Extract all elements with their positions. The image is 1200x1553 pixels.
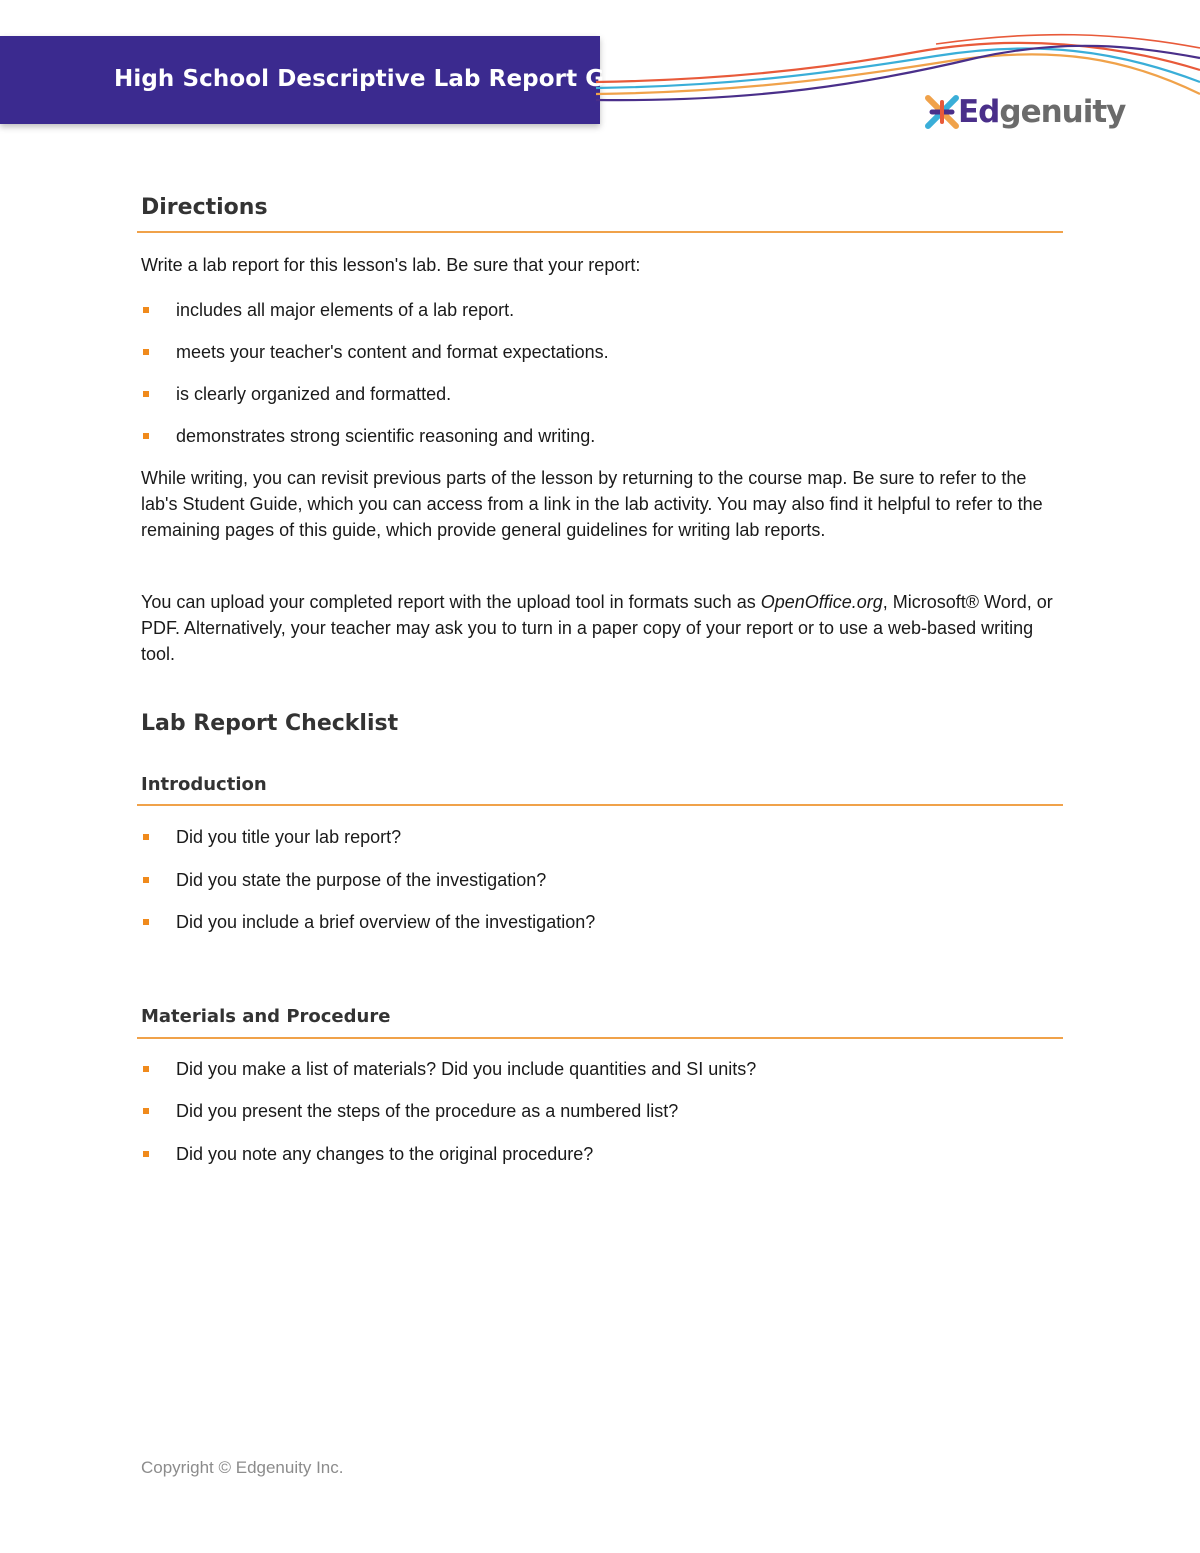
bullet-icon — [143, 1066, 149, 1072]
bullet-icon — [143, 349, 149, 355]
materials-heading: Materials and Procedure — [141, 1006, 391, 1027]
directions-intro: Write a lab report for this lesson's lab. Be sure that your report: — [141, 255, 641, 275]
bullet-icon — [143, 1151, 149, 1157]
edgenuity-logo — [924, 92, 1125, 132]
directions-paragraph-2: You can upload your completed report with the upload tool in formats such as OpenOffice.org, Microsoft® Word, or PDF. Alternatively, your teacher may ask you to turn in a paper copy of your report or to use a web-based writing tool. — [141, 592, 1053, 664]
bullet-icon — [143, 877, 149, 883]
logo-wordmark: Edgenuity — [958, 94, 1126, 130]
copyright-footer: Copyright © Edgenuity Inc. — [141, 1458, 344, 1477]
checklist-heading: Lab Report Checklist — [141, 711, 399, 736]
bullet-icon — [143, 391, 149, 397]
introduction-heading: Introduction — [141, 774, 267, 795]
bullet-icon — [143, 919, 149, 925]
directions-heading: Directions — [141, 195, 268, 220]
bullet-icon — [143, 433, 149, 439]
introduction-divider — [137, 804, 1063, 806]
directions-divider — [137, 231, 1063, 233]
bullet-icon — [143, 1108, 149, 1114]
edgenuity-logo-icon — [924, 94, 960, 130]
directions-paragraph-1: While writing, you can revisit previous parts of the lesson by returning to the course map. Be sure to refer to the lab's Student Guide, which you can access from a link in the lab activity. You may also find it helpful to refer to the remaining pages of this guide, which provide general guidelines for writing lab reports. — [141, 468, 1043, 540]
materials-divider — [137, 1037, 1063, 1039]
bullet-icon — [143, 307, 149, 313]
document-title: High School Descriptive Lab Report Guide — [114, 66, 661, 92]
bullet-icon — [143, 834, 149, 840]
